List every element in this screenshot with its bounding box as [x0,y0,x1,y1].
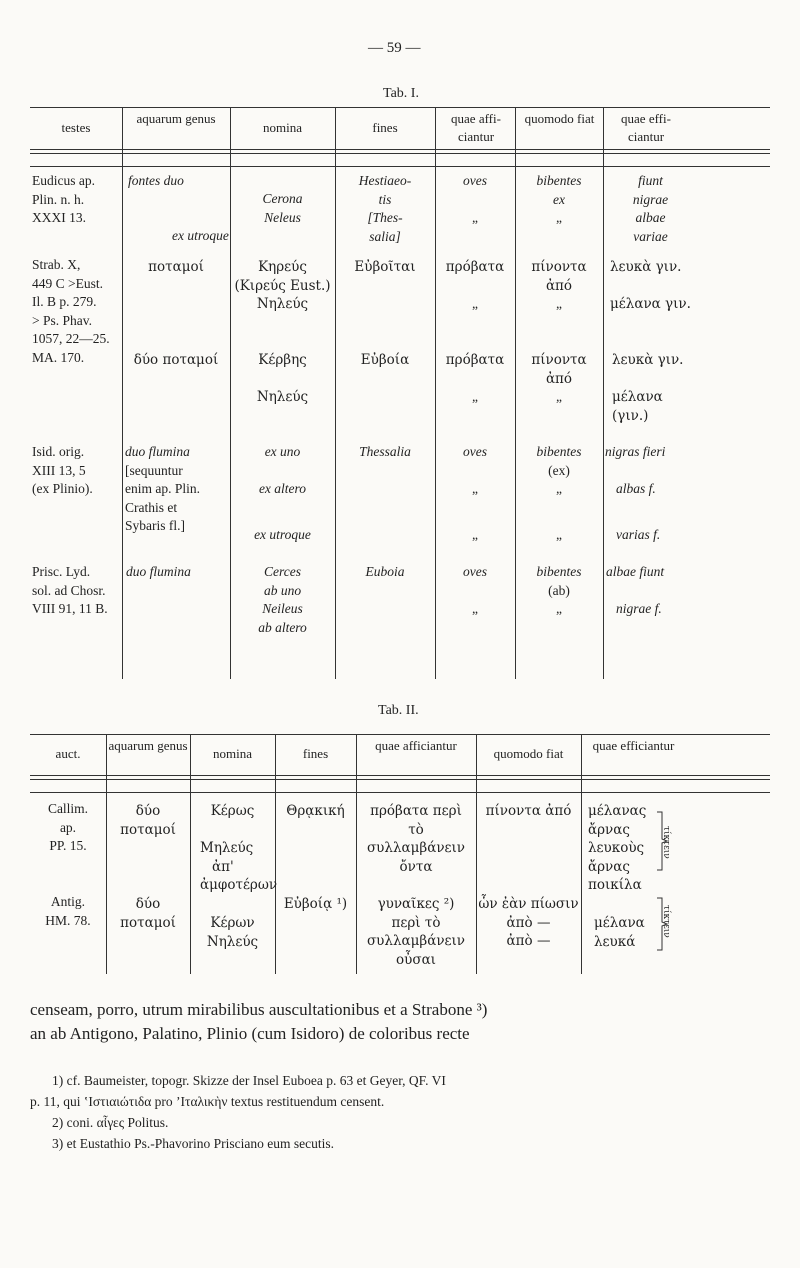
t1-r5-affic-ditto: „ [472,601,478,616]
footnote: 3) et Eustathio Ps.-Phavorino Prisciano eum secutis. [52,1136,334,1151]
t1-r2-affic: πρόβατα [445,259,505,275]
t1-r5-fiat-ditto: „ [556,601,562,616]
t1-r5-effic: albae fiunt [606,564,665,579]
table-2-header: fines [302,746,329,761]
t1-r2-effic: μέλανα γιν. [610,296,691,312]
t1-r1-affic: oves [463,173,487,188]
t1-r5-nomina: Cerces ab uno Neileus ab altero [258,564,307,635]
table-1-header: quae affi-ciantur [451,111,501,144]
t1-r4-effic: varias f. [616,527,661,542]
t1-r1-ex-utroque: ex utroque [172,228,229,243]
table-2-header: quae afficiantur [375,738,457,753]
t1-r1-fines: Hestiaeo- tis [Thes- salia] [358,173,412,244]
t1-r4-effic: nigras fieri [605,444,666,459]
t2-r2-nomina: Κέρων Νηλεύς [206,915,259,950]
t2-r1-nomina: Κέρως [210,803,255,819]
t2-r1-fiat: πίνοντα ἀπό [485,803,572,819]
footnote: p. 11, qui ʽΙστιαιώτιδα pro ʼΙταλικὴν textus restituendum censent. [30,1094,385,1109]
t1-r1-genus: fontes duo [128,173,184,188]
table-1-header: testes [61,120,91,135]
t2-r2-side: τίκτειν [661,905,671,938]
t1-r5-fines: Euboia [365,564,405,579]
t2-r1-effic: μέλανας ἄρνας λευκοὺς ἄρνας ποικίλα [588,803,647,893]
t1-r5-effic: nigrae f. [616,601,662,616]
footnote: 2) coni. αἶγες Politus. [52,1115,169,1130]
t2-r2-auct: Antig. HM. 78. [45,894,91,928]
t2-r2-affic: γυναῖκες ²) περὶ τὸ συλλαμβάνειν οὖσαι [366,896,466,968]
t2-r1-genus: δύο ποταμοί [120,803,176,838]
table-2-header: quae efficiantur [592,738,675,753]
table-1-header: fines [372,120,398,135]
table-1-header: nomina [263,120,302,135]
t2-r2-fines: Εὐβοίᾳ ¹) [283,896,348,912]
table-2-body-rule [30,792,770,793]
t1-r1-fiat: bibentes ex [536,173,582,207]
t1-r2-fiat: πίνοντα ἀπό [531,259,587,294]
t2-r2-fiat: ὧν ἐὰν πίωσιν ἀπὸ — ἀπὸ — [478,896,579,949]
t1-r3-testes: MA. 170. [32,350,85,365]
t1-r4-nomina: ex uno [264,444,301,459]
t1-r4-nomina: ex utroque [254,527,311,542]
t1-r3-affic: πρόβατα [445,352,505,368]
t1-r4-affic: oves [463,444,487,459]
t1-r4-fiat-ditto: „ [556,527,562,542]
t1-r2-nomina: Κηρεύς (Κιρεύς Eust.) Νηλεύς [234,259,331,312]
t1-r2-genus: ποταμοί [148,259,204,275]
t1-r3-fines: Εὐβοία [360,352,410,368]
t1-r4-affic-ditto: „ [472,527,478,542]
t1-r4-effic: albas f. [616,481,656,496]
table-2-caption: Tab. II. [378,703,419,718]
table-1-caption: Tab. I. [383,86,419,101]
t1-r3-fiat: πίνοντα ἀπό [531,352,587,387]
t1-r1-testes: Eudicus ap. Plin. n. h. XXXI 13. [32,173,95,225]
t1-r5-affic: oves [463,564,487,579]
t1-r4-testes: Isid. orig. XIII 13, 5 (ex Plinio). [32,444,93,496]
t1-r3-nomina: Κέρβης [258,352,307,368]
table-2-header: aquarum genus [108,738,188,753]
t1-r5-testes: Prisc. Lyd. sol. ad Chosr. VIII 91, 11 B. [32,564,108,616]
table-2-header-rule [30,775,770,780]
t1-r3-nomina: Νηλεύς [256,389,309,405]
t2-r2-genus: δύο ποταμοί [120,896,176,931]
t2-r1-auct: Callim. ap. PP. 15. [47,801,89,853]
t1-r4-fiat: bibentes (ex) [536,444,582,478]
t1-r2-fiat-ditto: „ [556,296,562,311]
t1-r2-effic: λευκὰ γιν. [610,259,682,275]
t1-r1-affic-ditto: „ [472,210,478,225]
t1-r4-fiat-ditto: „ [556,481,562,496]
t2-r1-fines: Θρᾳκική [286,803,345,819]
t2-r2-effic: μέλανα λευκά [594,915,645,950]
t1-r5-genus: duo flumina [126,564,191,579]
t1-r2-testes: Strab. X, 449 C >Eust. Il. B p. 279. > Ps. Phav. 1057, 22—25. [32,257,110,346]
t1-r1-fiat-ditto: „ [556,210,562,225]
t1-r3-effic: μέλανα (γιν.) [612,389,663,424]
t1-r4-fines: Thessalia [359,444,411,459]
body-line: censeam, porro, utrum mirabilibus auscultationibus et a Strabone ³) [30,1000,488,1019]
t1-r3-genus: δύο ποταμοί [133,352,219,368]
t1-r3-fiat-ditto: „ [556,389,562,404]
table-1-header: quomodo fiat [524,111,595,126]
table-1-header: quae effi-ciantur [621,111,671,144]
t2-r1-side: τίκτειν [661,826,671,859]
t1-r4-genus: duo flumina [sequuntur enim ap. Plin. Crathis et Sybaris fl.] [125,444,200,533]
t2-r1-nomina: Μηλεύς ἀπ' ἀμφοτέρων [200,840,278,893]
t1-r2-fines: Εὐβοῖται [354,259,416,275]
t1-r4-affic-ditto: „ [472,481,478,496]
body-line: an ab Antigono, Palatino, Plinio (cum Isidoro) de coloribus recte [30,1024,470,1043]
t1-r4-nomina: ex altero [258,481,307,496]
table-1-top-rule [30,107,770,108]
table-2-top-rule [30,734,770,735]
table-1-col-divider [122,107,123,679]
t1-r2-affic-ditto: „ [472,296,478,311]
table-2-header: auct. [55,746,81,761]
table-2-header: nomina [213,746,252,761]
table-2-col-divider [106,734,107,974]
t1-r5-fiat: bibentes (ab) [536,564,582,598]
t1-r3-effic: λευκὰ γιν. [612,352,684,368]
table-2-col-divider [581,734,582,974]
table-1-body-rule [30,166,770,167]
footnote: 1) cf. Baumeister, topogr. Skizze der Insel Euboea p. 63 et Geyer, QF. VI [52,1073,446,1088]
table-1-header: aquarum genus [136,111,216,126]
table-2-header: quomodo fiat [493,746,564,761]
page-number: — 59 — [368,40,421,56]
t1-r1-nomina: Cerona Neleus [262,191,303,225]
table-1-header-rule [30,149,770,154]
t1-r3-affic-ditto: „ [472,389,478,404]
t2-r1-affic: πρόβατα περὶ τὸ συλλαμβάνειν ὄντα [366,803,466,875]
t1-r1-effic: fiunt nigrae albae variae [632,173,669,244]
